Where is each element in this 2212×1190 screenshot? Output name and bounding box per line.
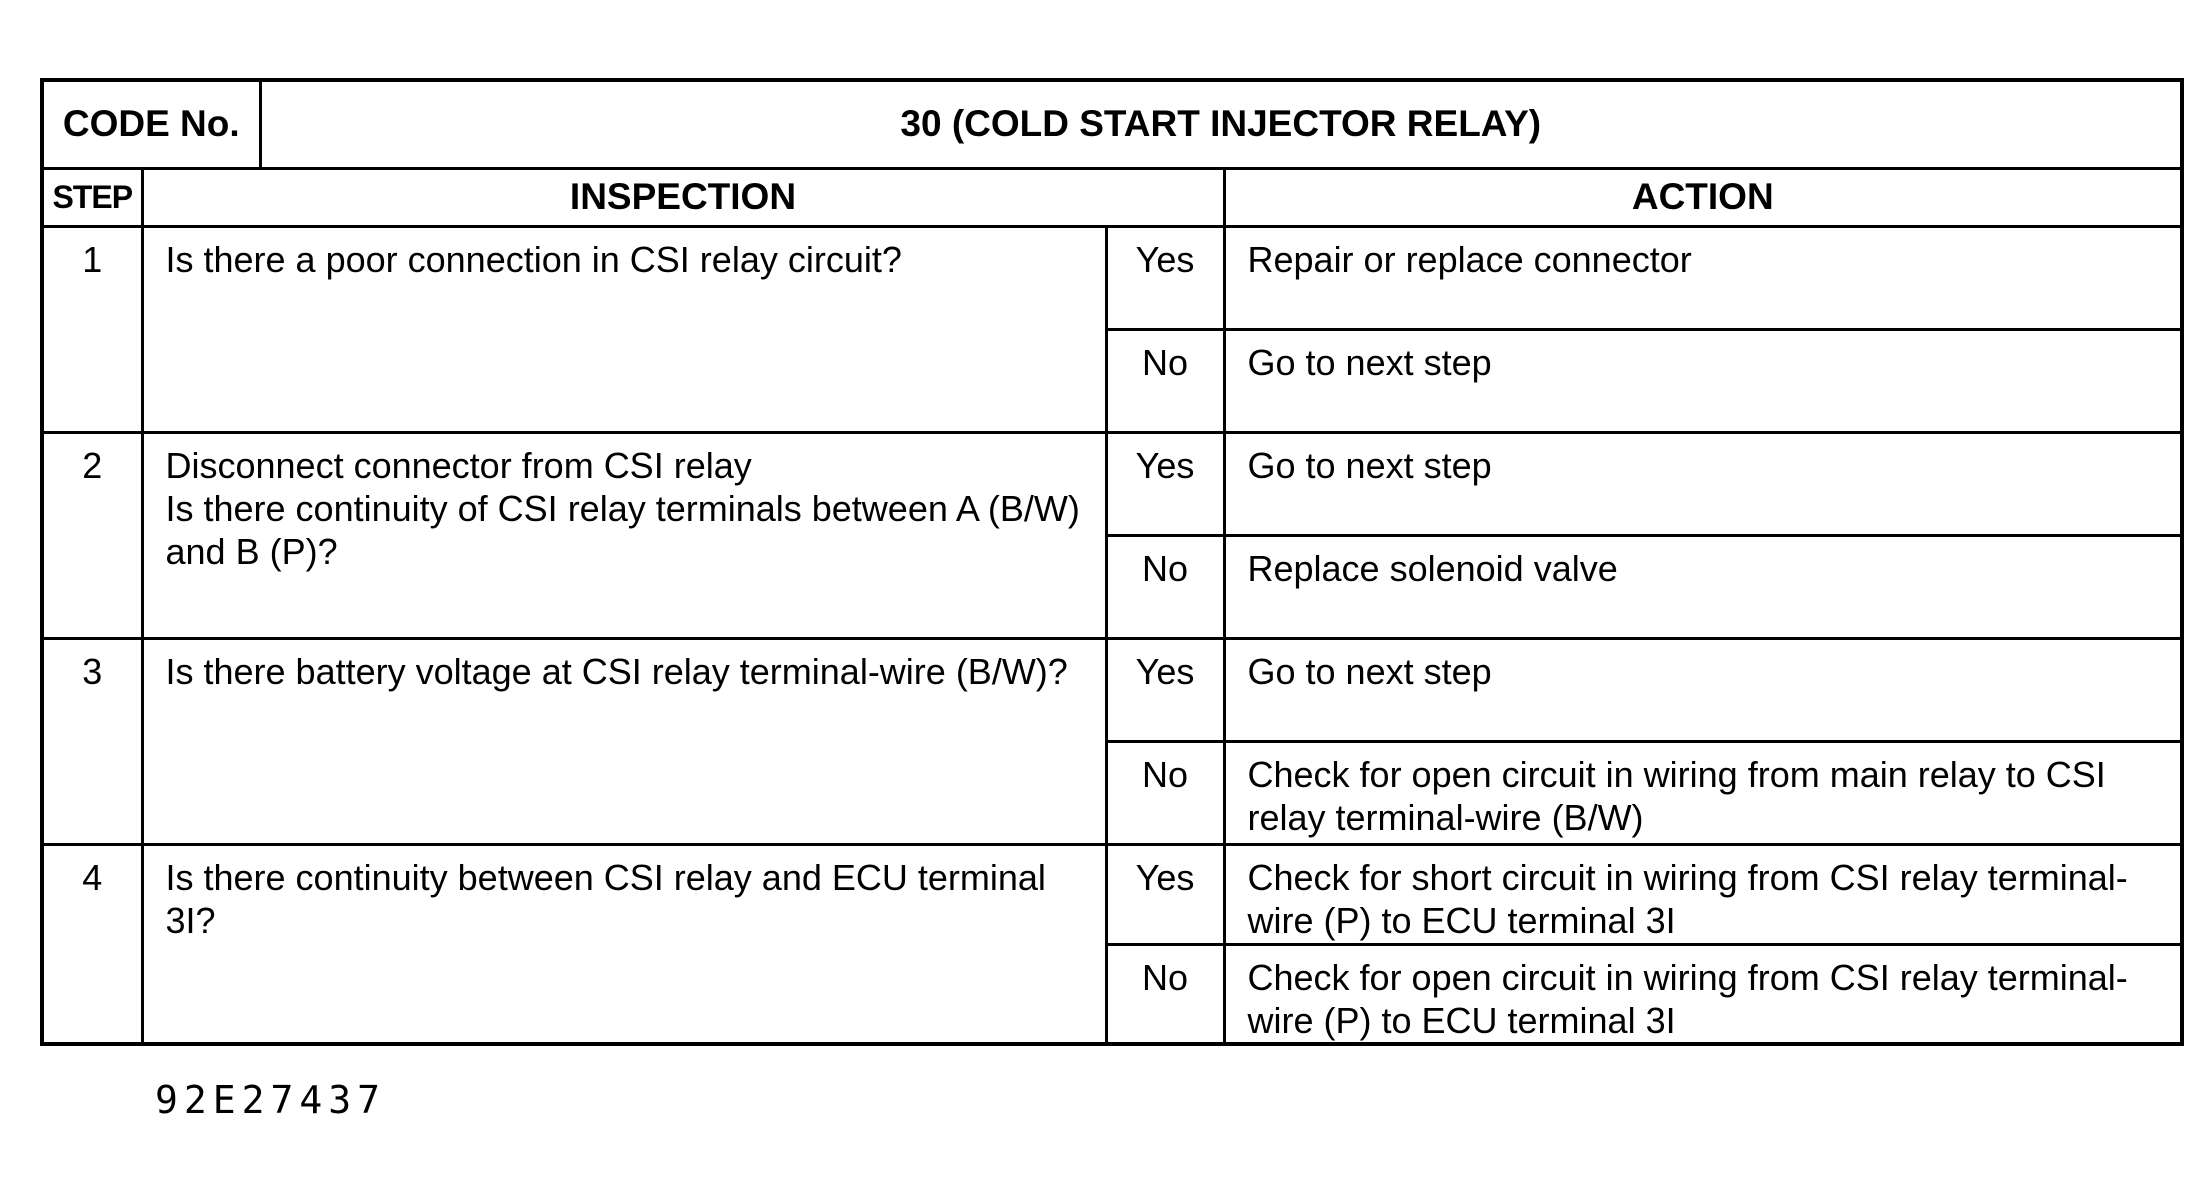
yes-action: Go to next step xyxy=(1224,432,2182,535)
action-column-header: ACTION xyxy=(1224,168,2182,226)
step-column-header: STEP xyxy=(42,168,142,226)
inspection-text: Is there battery voltage at CSI relay terminal-wire (B/W)? xyxy=(142,638,1106,844)
yes-action: Go to next step xyxy=(1224,638,2182,741)
step-number: 4 xyxy=(42,844,142,1044)
code-title: 30 (COLD START INJECTOR RELAY) xyxy=(260,80,2182,168)
yes-label: Yes xyxy=(1106,638,1224,741)
no-label: No xyxy=(1106,944,1224,1044)
inspection-column-header: INSPECTION xyxy=(142,168,1224,226)
table-row xyxy=(42,844,2182,944)
inspection-text: Is there continuity between CSI relay and ECU terminal 3I? xyxy=(142,844,1106,1044)
inspection-text: Is there a poor connection in CSI relay circuit? xyxy=(142,226,1106,432)
no-action: Go to next step xyxy=(1224,329,2182,432)
yes-action: Check for short circuit in wiring from CSI relay terminal-wire (P) to ECU terminal 3I xyxy=(1224,844,2182,944)
no-action: Check for open circuit in wiring from main relay to CSI relay terminal-wire (B/W) xyxy=(1224,741,2182,844)
no-action: Check for open circuit in wiring from CSI relay terminal-wire (P) to ECU terminal 3I xyxy=(1224,944,2182,1044)
table-row xyxy=(42,226,2182,329)
no-label: No xyxy=(1106,535,1224,638)
code-label: CODE No. xyxy=(42,80,260,168)
yes-label: Yes xyxy=(1106,844,1224,944)
column-header-row xyxy=(42,168,2182,226)
no-label: No xyxy=(1106,741,1224,844)
no-label: No xyxy=(1106,329,1224,432)
inspection-text: Disconnect connector from CSI relay Is there continuity of CSI relay terminals between A (B/W) and B (P)? xyxy=(142,432,1106,638)
no-action: Replace solenoid valve xyxy=(1224,535,2182,638)
yes-label: Yes xyxy=(1106,226,1224,329)
yes-label: Yes xyxy=(1106,432,1224,535)
table-row xyxy=(42,432,2182,535)
step-number: 3 xyxy=(42,638,142,844)
code-header-row xyxy=(42,80,2182,168)
diagnostic-table xyxy=(40,78,2184,1046)
figure-reference-number: 92E27437 xyxy=(155,1078,387,1122)
yes-action: Repair or replace connector xyxy=(1224,226,2182,329)
table-row xyxy=(42,638,2182,741)
step-number: 1 xyxy=(42,226,142,432)
step-number: 2 xyxy=(42,432,142,638)
